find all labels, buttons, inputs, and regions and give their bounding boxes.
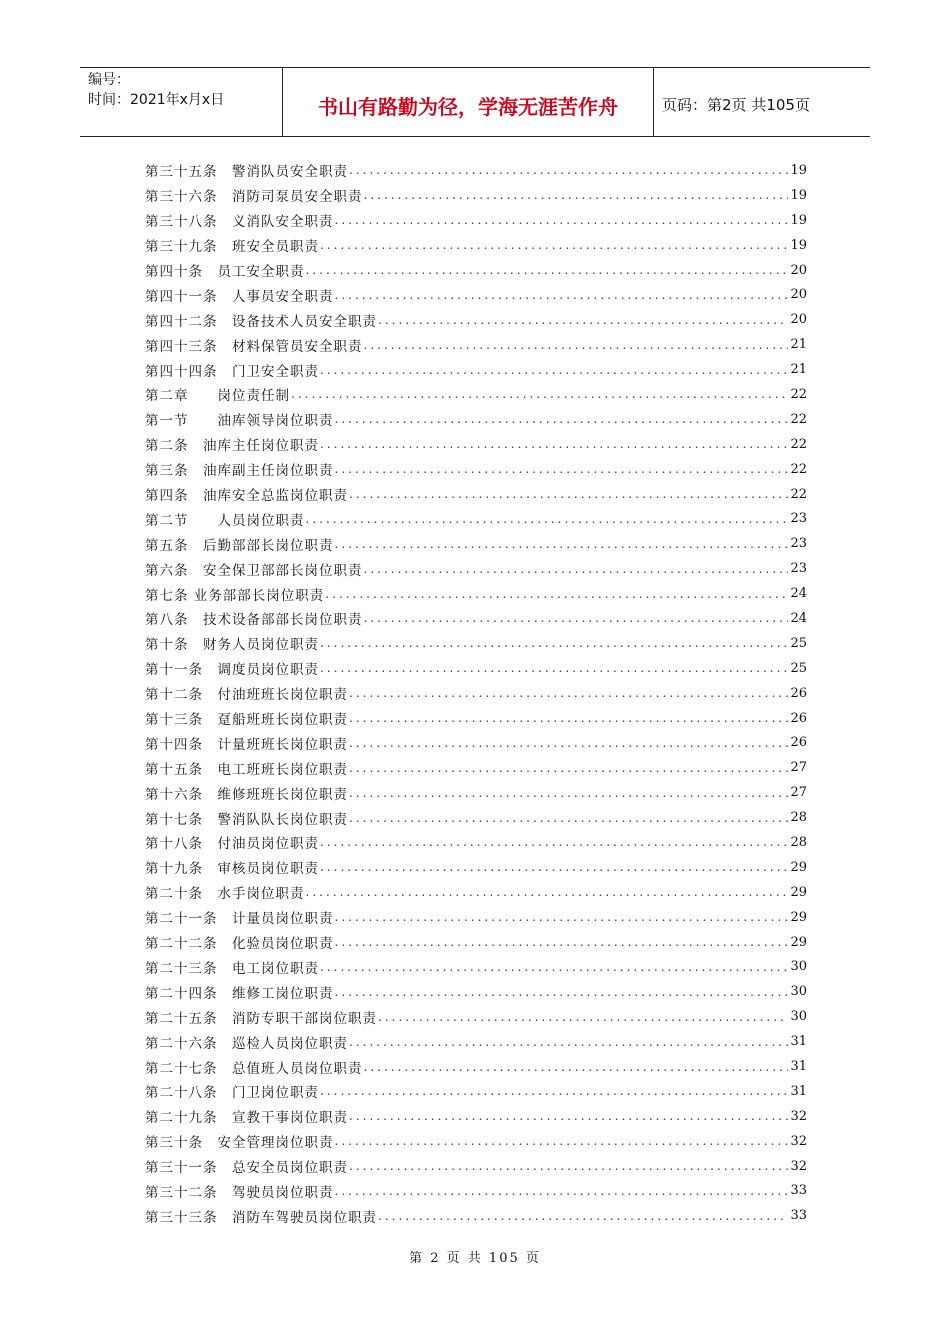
toc-entry-page: 26	[790, 735, 807, 751]
toc-entry-title: 第三十六条 消防司泵员安全职责	[145, 189, 363, 206]
toc-entry[interactable]	[145, 730, 807, 755]
toc-entry[interactable]	[145, 979, 807, 1004]
toc-entry-page: 20	[790, 262, 807, 278]
toc-entry-title: 第四条 油库安全总监岗位职责	[145, 488, 348, 505]
toc-entry-title: 第五条 后勤部部长岗位职责	[145, 537, 334, 554]
toc-leader-dots	[349, 1159, 788, 1173]
toc-entry[interactable]	[145, 556, 807, 581]
toc-entry-title: 第二十二条 化验员岗位职责	[145, 936, 334, 953]
toc-leader-dots	[349, 1035, 788, 1049]
toc-leader-dots	[335, 985, 789, 999]
toc-entry-page: 29	[790, 859, 807, 875]
toc-entry-page: 20	[790, 312, 807, 328]
toc-entry[interactable]	[145, 1054, 807, 1079]
header-meta	[80, 68, 283, 136]
toc-entry[interactable]	[145, 930, 807, 955]
toc-entry-page: 22	[790, 436, 807, 452]
toc-leader-dots	[335, 288, 789, 302]
toc-leader-dots	[291, 387, 788, 401]
toc-entry-page: 32	[790, 1133, 807, 1149]
toc-entry-title: 第三十条 安全管理岗位职责	[145, 1135, 334, 1152]
toc-entry-title: 第三十九条 班安全员职责	[145, 239, 319, 256]
toc-entry[interactable]	[145, 531, 807, 556]
toc-entry-page: 29	[790, 934, 807, 950]
toc-entry-page: 30	[790, 1009, 807, 1025]
toc-entry-page: 30	[790, 959, 807, 975]
toc-entry-title: 第二十五条 消防专职干部岗位职责	[145, 1010, 377, 1027]
toc-leader-dots	[325, 587, 788, 601]
toc-entry[interactable]	[145, 855, 807, 880]
toc-entry[interactable]	[145, 407, 807, 432]
page-footer: 第 2 页 共 105 页	[409, 1251, 541, 1266]
document-number-label: 编号：	[88, 72, 130, 88]
toc-entry-title: 第十六条 维修班班长岗位职责	[145, 786, 348, 803]
toc-entry[interactable]	[145, 158, 807, 183]
toc-entry-page: 29	[790, 909, 807, 925]
toc-entry-page: 24	[790, 610, 807, 626]
toc-leader-dots	[335, 537, 789, 551]
toc-entry-page: 31	[790, 1034, 807, 1050]
toc-entry-page: 32	[790, 1158, 807, 1174]
toc-entry[interactable]	[145, 755, 807, 780]
toc-entry-page: 19	[790, 212, 807, 228]
toc-entry-title: 第四十二条 设备技术人员安全职责	[145, 313, 377, 330]
toc-entry-page: 29	[790, 884, 807, 900]
toc-entry-page: 24	[790, 586, 807, 602]
toc-leader-dots	[349, 487, 788, 501]
toc-entry[interactable]	[145, 1079, 807, 1104]
toc-leader-dots	[349, 686, 788, 700]
document-date: 时间：2021年x月x日	[88, 92, 225, 108]
table-of-contents	[145, 158, 807, 1228]
toc-leader-dots	[364, 1060, 789, 1074]
toc-entry-title: 第二十条 水手岗位职责	[145, 886, 305, 903]
toc-leader-dots	[320, 661, 788, 675]
toc-entry-title: 第三十一条 总安全员岗位职责	[145, 1160, 348, 1177]
toc-leader-dots	[320, 960, 788, 974]
toc-entry[interactable]	[145, 457, 807, 482]
toc-entry-title: 第四十三条 材料保管员安全职责	[145, 338, 363, 355]
toc-entry-title: 第十七条 警消队队长岗位职责	[145, 811, 348, 828]
toc-entry-title: 第二章 岗位责任制	[145, 388, 290, 405]
toc-entry[interactable]	[145, 830, 807, 855]
toc-entry-page: 27	[790, 760, 807, 776]
toc-leader-dots	[364, 562, 789, 576]
toc-leader-dots	[320, 437, 788, 451]
toc-entry[interactable]	[145, 357, 807, 382]
toc-entry[interactable]	[145, 706, 807, 731]
toc-leader-dots	[320, 238, 788, 252]
header-motto: 书山有路勤为径，学海无涯苦作舟	[283, 68, 654, 136]
toc-entry-page: 25	[790, 635, 807, 651]
toc-entry-title: 第四十条 员工安全职责	[145, 264, 305, 280]
toc-entry-title: 第二十九条 宣教干事岗位职责	[145, 1110, 348, 1127]
toc-entry-page: 20	[790, 287, 807, 303]
toc-entry-title: 第十八条 付油员岗位职责	[145, 836, 319, 853]
toc-entry[interactable]	[145, 1004, 807, 1029]
toc-entry-title: 第十五条 电工班班长岗位职责	[145, 761, 348, 778]
toc-entry-page: 22	[790, 461, 807, 477]
toc-entry-page: 22	[790, 411, 807, 427]
toc-entry-title: 第二十三条 电工岗位职责	[145, 960, 319, 977]
toc-entry-title: 第七条 业务部部长岗位职责	[145, 587, 325, 604]
toc-entry[interactable]	[145, 258, 807, 283]
toc-entry-page: 27	[790, 785, 807, 801]
toc-entry-title: 第三条 油库副主任岗位职责	[145, 463, 334, 480]
toc-entry[interactable]	[145, 307, 807, 332]
toc-entry-title: 第十条 财务人员岗位职责	[145, 637, 319, 654]
header-page-info: 页码：第2页 共105页	[662, 95, 810, 114]
toc-entry-page: 32	[790, 1108, 807, 1124]
toc-entry-page: 22	[790, 386, 807, 402]
toc-entry[interactable]	[145, 482, 807, 507]
toc-entry[interactable]	[145, 581, 807, 606]
toc-leader-dots	[335, 1184, 789, 1198]
toc-entry-page: 28	[790, 834, 807, 850]
toc-entry-title: 第四十四条 门卫安全职责	[145, 363, 319, 380]
toc-leader-dots	[335, 935, 789, 949]
toc-entry-title: 第十九条 审核员岗位职责	[145, 861, 319, 878]
toc-entry-page: 26	[790, 685, 807, 701]
toc-entry-page: 25	[790, 660, 807, 676]
toc-leader-dots	[335, 462, 789, 476]
toc-leader-dots	[364, 188, 789, 202]
toc-entry-title: 第一节 油库领导岗位职责	[145, 413, 334, 430]
toc-entry[interactable]	[145, 606, 807, 631]
toc-leader-dots	[378, 1209, 788, 1223]
toc-entry[interactable]	[145, 780, 807, 805]
toc-entry-title: 第三十八条 义消队安全职责	[145, 214, 334, 231]
toc-entry-title: 第二十六条 巡检人员岗位职责	[145, 1035, 348, 1052]
toc-entry-page: 33	[790, 1183, 807, 1199]
toc-entry-title: 第六条 安全保卫部部长岗位职责	[145, 562, 363, 579]
toc-leader-dots	[349, 786, 788, 800]
toc-leader-dots	[349, 1109, 788, 1123]
toc-entry-title: 第四十一条 人事员安全职责	[145, 288, 334, 305]
toc-entry[interactable]	[145, 955, 807, 980]
toc-entry-page: 23	[790, 536, 807, 552]
toc-entry-title: 第二十一条 计量员岗位职责	[145, 911, 334, 928]
toc-entry[interactable]	[145, 880, 807, 905]
toc-entry[interactable]	[145, 1029, 807, 1054]
toc-leader-dots	[349, 811, 788, 825]
toc-leader-dots	[349, 736, 788, 750]
toc-entry[interactable]	[145, 656, 807, 681]
toc-entry[interactable]	[145, 1129, 807, 1154]
toc-leader-dots	[378, 1010, 788, 1024]
toc-entry-title: 第十四条 计量班班长岗位职责	[145, 736, 348, 753]
toc-leader-dots	[306, 512, 789, 526]
toc-entry-title: 第二条 油库主任岗位职责	[145, 438, 319, 455]
toc-leader-dots	[364, 611, 789, 625]
toc-entry[interactable]	[145, 1179, 807, 1204]
toc-entry-title: 第三十二条 驾驶员岗位职责	[145, 1184, 334, 1201]
toc-entry-title: 第二十四条 维修工岗位职责	[145, 985, 334, 1002]
toc-entry[interactable]	[145, 282, 807, 307]
toc-entry-title: 第三十三条 消防车驾驶员岗位职责	[145, 1209, 377, 1226]
toc-entry-page: 22	[790, 486, 807, 502]
toc-entry[interactable]	[145, 1154, 807, 1179]
toc-entry[interactable]	[145, 432, 807, 457]
toc-entry-title: 第十一条 调度员岗位职责	[145, 662, 319, 679]
toc-leader-dots	[349, 163, 788, 177]
toc-entry-title: 第二十七条 总值班人员岗位职责	[145, 1060, 363, 1077]
toc-entry-title: 第二十八条 门卫岗位职责	[145, 1085, 319, 1102]
toc-entry[interactable]	[145, 1203, 807, 1228]
toc-entry-title: 第二节 人员岗位职责	[145, 512, 305, 529]
toc-entry-title: 第三十五条 警消队员安全职责	[145, 164, 348, 181]
toc-entry-page: 31	[790, 1083, 807, 1099]
toc-entry-title: 第八条 技术设备部部长岗位职责	[145, 612, 363, 629]
toc-entry[interactable]	[145, 183, 807, 208]
toc-entry-page: 21	[790, 337, 807, 353]
toc-entry[interactable]	[145, 631, 807, 656]
toc-entry[interactable]	[145, 1104, 807, 1129]
toc-entry[interactable]	[145, 382, 807, 407]
toc-leader-dots	[306, 885, 789, 899]
toc-leader-dots	[335, 1134, 789, 1148]
toc-entry-page: 33	[790, 1208, 807, 1224]
toc-entry-title: 第十三条 趸船班班长岗位职责	[145, 712, 348, 729]
toc-entry-page: 31	[790, 1059, 807, 1074]
toc-leader-dots	[378, 313, 788, 327]
toc-leader-dots	[335, 412, 789, 426]
toc-entry-page: 19	[790, 187, 807, 203]
toc-entry[interactable]	[145, 208, 807, 233]
toc-leader-dots	[349, 761, 788, 775]
toc-entry[interactable]	[145, 905, 807, 930]
toc-leader-dots	[306, 263, 789, 277]
toc-entry-page: 21	[790, 362, 807, 378]
toc-leader-dots	[335, 213, 789, 227]
toc-entry-page: 30	[790, 984, 807, 1000]
toc-entry[interactable]	[145, 506, 807, 531]
toc-leader-dots	[320, 1084, 788, 1098]
toc-entry-page: 26	[790, 710, 807, 726]
toc-entry-page: 19	[790, 237, 807, 253]
toc-leader-dots	[349, 711, 788, 725]
toc-leader-dots	[364, 338, 789, 352]
toc-entry-page: 23	[790, 561, 807, 577]
toc-entry[interactable]	[145, 233, 807, 258]
toc-entry-page: 23	[790, 511, 807, 527]
page-header	[80, 67, 870, 137]
toc-leader-dots	[335, 910, 789, 924]
toc-entry[interactable]	[145, 332, 807, 357]
toc-entry-page: 28	[790, 810, 807, 826]
toc-entry-title: 第十二条 付油班班长岗位职责	[145, 687, 348, 704]
toc-leader-dots	[320, 860, 788, 874]
toc-leader-dots	[320, 835, 788, 849]
toc-leader-dots	[320, 636, 788, 650]
toc-entry[interactable]	[145, 805, 807, 830]
toc-entry-page: 19	[790, 162, 807, 178]
toc-leader-dots	[320, 363, 788, 377]
toc-entry[interactable]	[145, 681, 807, 706]
